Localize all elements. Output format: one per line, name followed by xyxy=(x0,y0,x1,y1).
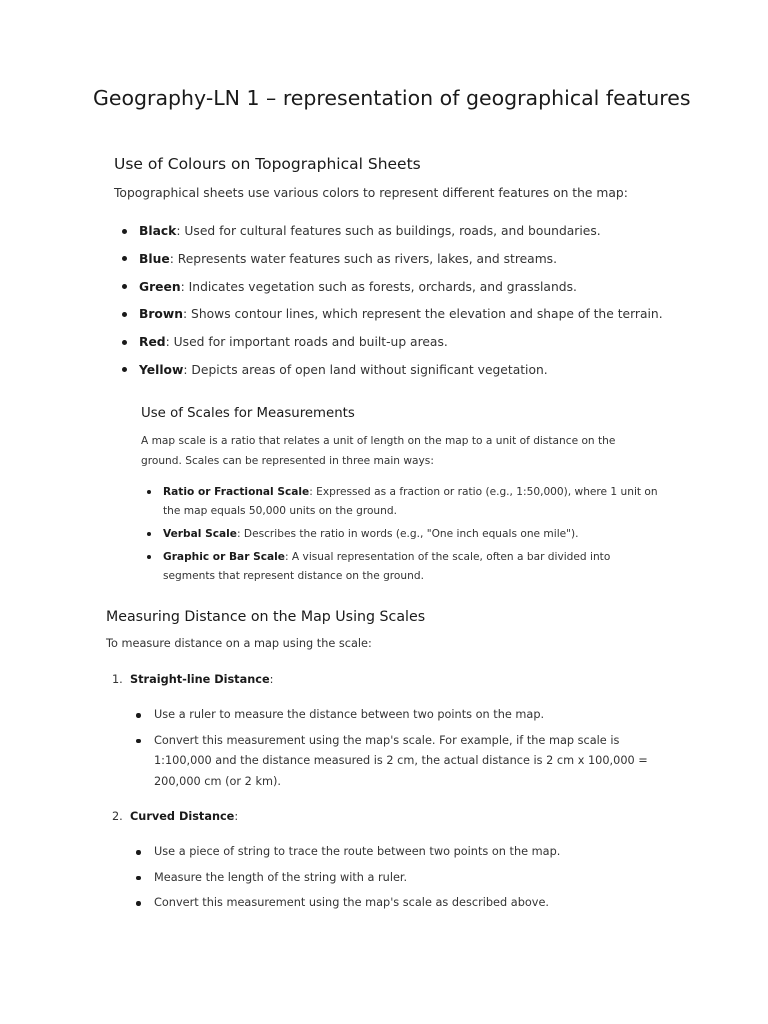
colour-desc: : Used for cultural features such as buildings, roads, and boundaries. xyxy=(176,224,601,238)
scale-desc: : Expressed as a fraction or ratio (e.g., 1:50,000), where 1 unit on the map equals 50,000 units on the ground. xyxy=(163,486,658,517)
bullet-icon xyxy=(147,555,151,559)
colour-list xyxy=(114,222,663,389)
step-bullets xyxy=(112,842,672,914)
colour-term: Blue xyxy=(139,251,170,266)
section-intro-scales: A map scale is a ratio that relates a unit of length on the map to a unit of distance on the ground. Scales can be represented in three main ways: xyxy=(141,435,616,467)
scale-term: Ratio or Fractional Scale xyxy=(163,486,310,498)
scale-term: Verbal Scale xyxy=(163,528,237,540)
colour-term: Brown xyxy=(139,307,183,322)
list-item xyxy=(141,548,661,586)
bullet-icon xyxy=(122,340,127,345)
bullet-icon xyxy=(122,256,127,261)
list-item xyxy=(141,525,661,544)
bullet-icon xyxy=(136,713,141,718)
step-bullet-text: Use a piece of string to trace the route between two points on the map. xyxy=(154,845,561,858)
step-title xyxy=(112,808,672,826)
section-intro-colours: Topographical sheets use various colors to represent different features on the map: xyxy=(114,186,628,200)
section-heading-colours: Use of Colours on Topographical Sheets xyxy=(114,155,421,173)
bullet-icon xyxy=(122,229,127,234)
colour-term: Red xyxy=(139,335,166,350)
bullet-icon xyxy=(122,367,127,372)
bullet-icon xyxy=(136,850,141,855)
list-item xyxy=(114,250,663,278)
scale-term: Graphic or Bar Scale xyxy=(163,551,285,563)
colour-desc: : Indicates vegetation such as forests, orchards, and grasslands. xyxy=(180,279,577,294)
colour-desc: : Represents water features such as rivers, lakes, and streams. xyxy=(169,251,557,266)
steps-list xyxy=(112,671,672,930)
list-item xyxy=(114,333,663,361)
bullet-icon xyxy=(136,739,141,744)
list-item xyxy=(114,278,663,306)
bullet-icon xyxy=(147,532,151,536)
colour-desc: : Used for important roads and built-up areas. xyxy=(165,335,448,350)
list-item xyxy=(114,305,663,333)
list-item xyxy=(112,893,672,914)
bullet-icon xyxy=(136,901,141,906)
step-bullet-text: Use a ruler to measure the distance between two points on the map. xyxy=(154,708,545,721)
colour-desc: : Shows contour lines, which represent the elevation and shape of the terrain. xyxy=(183,307,663,322)
step-item xyxy=(112,808,672,914)
bullet-icon xyxy=(122,284,127,289)
scale-desc: : A visual representation of the scale, often a bar divided into segments that represent distance on the ground. xyxy=(163,551,611,582)
step-item xyxy=(112,671,672,792)
step-number: 1. xyxy=(112,673,123,686)
step-title xyxy=(112,671,672,689)
bullet-icon xyxy=(122,312,127,317)
step-suffix: : xyxy=(269,673,274,686)
colour-term: Yellow xyxy=(139,362,184,377)
list-item xyxy=(114,361,663,389)
list-item xyxy=(112,868,672,889)
list-item xyxy=(112,705,672,726)
section-intro-measuring: To measure distance on a map using the scale: xyxy=(106,637,372,650)
section-heading-measuring: Measuring Distance on the Map Using Scales xyxy=(106,609,426,625)
section-heading-scales: Use of Scales for Measurements xyxy=(141,406,355,421)
list-item xyxy=(112,842,672,863)
page-title: Geography-LN 1 – representation of geographical features xyxy=(93,86,691,110)
scale-list xyxy=(141,483,661,590)
colour-term: Green xyxy=(139,279,181,294)
step-term: Straight-line Distance xyxy=(130,673,270,686)
colour-desc: : Depicts areas of open land without significant vegetation. xyxy=(183,362,548,377)
colour-term: Black xyxy=(139,224,177,238)
list-item xyxy=(112,731,672,793)
step-bullet-text: Measure the length of the string with a ruler. xyxy=(154,870,408,884)
step-suffix: : xyxy=(234,810,239,823)
bullet-icon xyxy=(147,490,151,494)
bullet-icon xyxy=(136,876,141,881)
list-item xyxy=(114,222,663,250)
step-term: Curved Distance xyxy=(130,810,235,823)
list-item xyxy=(141,483,661,521)
step-bullet-text: Convert this measurement using the map's scale as described above. xyxy=(154,896,549,909)
scale-desc: : Describes the ratio in words (e.g., "One inch equals one mile"). xyxy=(236,528,579,540)
step-number: 2. xyxy=(112,810,123,823)
step-bullet-text: Convert this measurement using the map's scale. For example, if the map scale is 1:100,000 and the distance measured is 2 cm, the actual distance is 2 cm x 100,000 = 200,000 cm (or 2 km). xyxy=(154,733,648,788)
step-bullets xyxy=(112,705,672,792)
